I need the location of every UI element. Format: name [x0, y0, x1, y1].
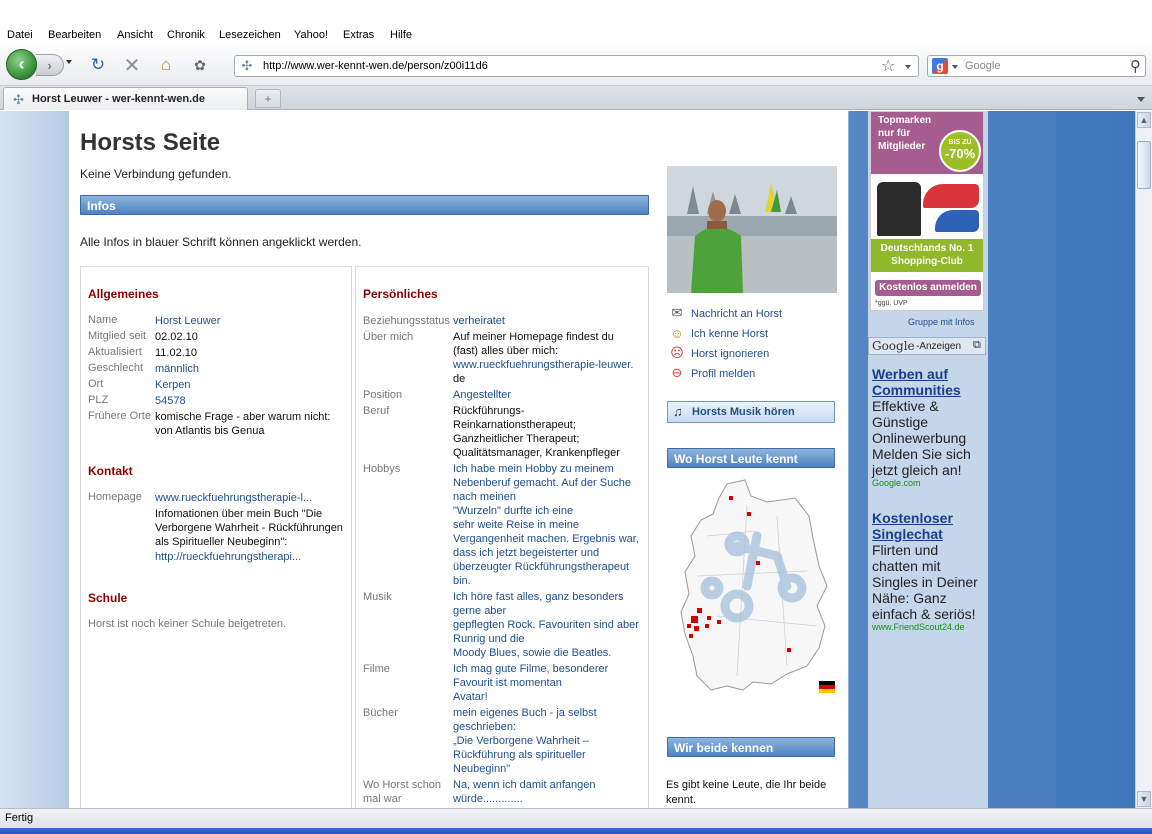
jacket-image	[877, 182, 921, 236]
menu-extras[interactable]: Extras	[343, 29, 375, 41]
badge-percent: -70%	[944, 146, 976, 161]
persoenliches-value-line[interactable]: Avatar!	[453, 691, 488, 703]
updated-label: Aktualisiert	[88, 346, 142, 358]
ad-2-text: chatten mit	[872, 558, 941, 574]
search-engine-icon[interactable]: g	[932, 58, 948, 74]
banner-slogan-line: nur für	[878, 128, 911, 139]
ad-2-text: Singles in Deiner	[872, 574, 978, 590]
member-since-value: 02.02.10	[155, 331, 198, 343]
scroll-up-icon[interactable]: ▲	[1137, 112, 1151, 128]
discount-badge	[939, 130, 981, 172]
web-viewport	[0, 111, 1135, 808]
wir-beide-heading: Wir beide kennen	[667, 737, 835, 757]
ad-1-title-line[interactable]: Werben auf	[872, 366, 948, 382]
os-taskbar	[0, 828, 1152, 834]
former-places-line: komische Frage - aber warum nicht:	[155, 411, 331, 423]
menu-yahoo[interactable]: Yahoo!	[294, 29, 329, 41]
allgemeines-box	[80, 266, 352, 808]
action-ignore[interactable]: Horst ignorieren	[691, 348, 770, 360]
new-tab-button[interactable]: +	[255, 89, 281, 108]
kontakt-title: Kontakt	[88, 464, 133, 478]
persoenliches-value-line[interactable]: Moody Blues, sowie die Beatles.	[453, 647, 612, 659]
google-ads-header	[868, 337, 986, 355]
allgemeines-title: Allgemeines	[88, 287, 159, 301]
ad-1-url[interactable]: Google.com	[872, 478, 921, 488]
persoenliches-label: Bücher	[363, 707, 398, 719]
scroll-down-icon[interactable]: ▼	[1137, 791, 1151, 807]
back-button[interactable]: ‹	[6, 49, 37, 80]
url-bar[interactable]	[234, 55, 919, 77]
title-area	[0, 0, 1152, 28]
tab-active[interactable]	[3, 87, 248, 110]
persoenliches-value-line[interactable]: nach meinen	[453, 491, 516, 503]
badge-prefix: BIS ZU	[948, 139, 972, 146]
history-dropdown-icon[interactable]	[66, 60, 72, 64]
persoenliches-value-line[interactable]: "Wurzeln" durfte ich eine	[453, 505, 574, 517]
persoenliches-value-line[interactable]: bin.	[453, 575, 471, 587]
persoenliches-value-line[interactable]: gerne aber	[453, 605, 507, 617]
ad-2-url[interactable]: www.FriendScout24.de	[872, 622, 965, 632]
shoe-blue-image	[935, 210, 979, 232]
search-engine-dropdown-icon[interactable]	[952, 65, 958, 69]
action-know[interactable]: Ich kenne Horst	[691, 328, 769, 340]
homepage-text: als Spiritueller Neubeginn":	[155, 536, 288, 548]
city-label: Ort	[88, 378, 104, 390]
member-since-label: Mitglied seit	[88, 330, 147, 342]
bookmark-star-icon[interactable]: ☆	[881, 58, 896, 75]
persoenliches-value-line: Rückführungs-	[453, 405, 525, 417]
persoenliches-value-line[interactable]: Ich habe mein Hobby zu meinem	[453, 463, 614, 475]
persoenliches-value-line[interactable]: Neubeginn"	[453, 763, 511, 775]
map-marker	[747, 512, 751, 516]
persoenliches-value-line[interactable]: würde.............	[453, 793, 523, 805]
persoenliches-value-line[interactable]: Ich mag gute Filme, besonderer	[453, 663, 609, 675]
profile-photo-image	[667, 166, 837, 293]
music-button[interactable]	[667, 401, 835, 423]
addon-icon[interactable]: ✿	[194, 56, 206, 73]
persoenliches-title: Persönliches	[363, 287, 438, 301]
homepage-label: Homepage	[88, 491, 142, 503]
persoenliches-value-line[interactable]: Runrig und die	[453, 633, 525, 645]
menu-hilfe[interactable]: Hilfe	[390, 29, 413, 41]
add-friend-icon[interactable]: ☺	[670, 325, 684, 341]
ignore-icon[interactable]: ☹	[670, 345, 684, 360]
vertical-scrollbar[interactable]	[1135, 111, 1152, 808]
tab-list-icon[interactable]	[1134, 92, 1148, 106]
persoenliches-label: Hobbys	[363, 463, 401, 475]
ad-2-title-line[interactable]: Singlechat	[872, 526, 943, 542]
persoenliches-value-line[interactable]: Angestellter	[453, 389, 512, 401]
former-places-label: Frühere Orte	[88, 410, 151, 422]
scroll-thumb[interactable]	[1137, 141, 1151, 189]
profile-page	[69, 111, 849, 808]
wir-beide-text: kennt.	[666, 794, 696, 806]
site-identity-icon[interactable]: ✣	[241, 58, 253, 73]
persoenliches-value-line: Reinkarnationstherapeut;	[453, 419, 576, 431]
music-note-icon: ♫	[673, 404, 683, 419]
info-hint: Alle Infos in blauer Schrift können angeklickt werden.	[80, 235, 362, 249]
name-label: Name	[88, 314, 118, 326]
map-marker	[687, 624, 691, 628]
banner-green-line: Deutschlands No. 1	[880, 243, 974, 254]
persoenliches-value-line[interactable]: Na, wenn ich damit anfangen	[453, 779, 596, 791]
map-marker	[787, 648, 791, 652]
persoenliches-value-line[interactable]: www.rueckfuehrungstherapie-leuwer.	[453, 359, 634, 371]
map-marker	[694, 626, 699, 631]
banner-green	[871, 239, 983, 272]
homepage-text: Verborgene Wahrheit - Rückführungen	[155, 522, 343, 534]
search-icon[interactable]: ⚲	[1130, 58, 1141, 75]
ad-1-title-line[interactable]: Communities	[872, 382, 961, 398]
shoe-red-image	[923, 184, 979, 208]
schule-title: Schule	[88, 591, 128, 605]
search-placeholder[interactable]: Google	[965, 60, 1001, 72]
page-title: Horsts Seite	[80, 129, 221, 156]
former-places-line: von Atlantis bis Genua	[155, 425, 265, 437]
ad-2-text: einfach & seriös!	[872, 606, 976, 622]
banner-green-line: Shopping-Club	[891, 256, 963, 267]
zip-value[interactable]: 54578	[155, 395, 186, 407]
homepage-link-2[interactable]: http://rueckfuehrungstherapi...	[155, 551, 302, 563]
banner-slogan	[878, 114, 931, 153]
persoenliches-value-line: (fast) alles über mich:	[453, 345, 559, 357]
action-message[interactable]: Nachricht an Horst	[691, 308, 783, 320]
tab-favicon-icon: ✣	[13, 92, 24, 107]
wo-horst-heading: Wo Horst Leute kennt	[667, 448, 835, 468]
persoenliches-value-line: Qualitätsmanager, Krankenpfleger	[453, 447, 620, 459]
persoenliches-value-line[interactable]: gepflegten Rock. Favouriten sind aber	[453, 619, 639, 631]
name-value[interactable]: Horst Leuwer	[155, 315, 221, 327]
persoenliches-value-line[interactable]: geschrieben:	[453, 721, 516, 733]
persoenliches-label: Position	[363, 389, 403, 401]
persoenliches-value-line[interactable]: mein eigenes Buch - ja selbst	[453, 707, 597, 719]
gender-value[interactable]: männlich	[155, 363, 200, 375]
map-marker	[689, 634, 693, 638]
status-text: Fertig	[5, 812, 34, 824]
banner-footnote: *ggü. UVP	[875, 300, 908, 307]
report-icon[interactable]: ⊖	[671, 365, 683, 380]
map-marker	[729, 496, 733, 500]
music-button-label[interactable]: Horsts Musik hören	[692, 406, 795, 418]
persoenliches-value-line[interactable]: Favourit ist momentan	[453, 677, 562, 689]
map-marker	[717, 620, 721, 624]
navigation-toolbar	[0, 45, 1152, 86]
connection-status: Keine Verbindung gefunden.	[80, 167, 232, 181]
tab-title[interactable]: Horst Leuwer - wer-kennt-wen.de	[32, 93, 205, 105]
ad-1-text: Effektive &	[872, 398, 939, 414]
wir-beide-text: Es gibt keine Leute, die Ihr beide	[666, 779, 827, 791]
homepage-text: Infomationen über mein Buch "Die	[155, 508, 323, 520]
persoenliches-label: Musik	[363, 591, 392, 603]
menu-datei[interactable]: Datei	[7, 29, 33, 41]
persoenliches-label: Filme	[363, 663, 390, 675]
forward-button[interactable]: ›	[36, 54, 64, 76]
persoenliches-value-line[interactable]: Rückführung als spiritueller	[453, 749, 586, 761]
persoenliches-label: Beruf	[363, 405, 390, 417]
banner-slogan-line: Topmarken	[878, 115, 932, 126]
banner-slogan-line: Mitglieder	[878, 141, 926, 152]
message-icon[interactable]: ✉	[671, 305, 683, 320]
ad-2-text: Nähe: Ganz	[872, 590, 947, 606]
city-value[interactable]: Kerpen	[155, 379, 191, 391]
persoenliches-value-line[interactable]: Vergangenheit machen. Ergebnis war,	[453, 533, 639, 545]
status-bar	[0, 808, 1152, 828]
stop-icon[interactable]: ✕	[123, 54, 141, 77]
gender-label: Geschlecht	[88, 362, 144, 374]
profile-photo[interactable]	[667, 166, 837, 293]
register-button[interactable]: Kostenlos anmelden	[875, 280, 981, 296]
german-flag-icon[interactable]	[819, 681, 835, 693]
persoenliches-value-line[interactable]: überzeugter Rückführungstherapeut	[453, 561, 630, 573]
persoenliches-label: Wo Horst schon mal war	[363, 779, 442, 805]
persoenliches-value-line[interactable]: „Die Verborgene Wahrheit –	[453, 735, 589, 747]
zip-label: PLZ	[88, 394, 109, 406]
ad-column	[868, 111, 988, 808]
map-marker	[691, 616, 698, 623]
updated-value: 11.02.10	[155, 347, 198, 359]
persoenliches-value-line: Ganzheitlicher Therapeut;	[453, 433, 580, 445]
infos-heading: Infos	[80, 195, 649, 215]
menu-bar	[0, 28, 1152, 45]
tab-bar	[0, 86, 1152, 110]
ad-2-text: Flirten und	[872, 542, 939, 558]
ad-1-text: Günstige	[872, 414, 929, 430]
ad-2-title-line[interactable]: Kostenloser	[872, 510, 953, 526]
persoenliches-value-line[interactable]: Nebenberuf gemacht. Auf der Suche	[453, 477, 631, 489]
ad-1-text: jetzt gleich an!	[872, 462, 962, 478]
map-marker	[705, 624, 709, 628]
map-marker	[697, 608, 702, 613]
home-icon[interactable]: ⌂	[160, 55, 172, 74]
menu-bearbeiten[interactable]: Bearbeiten	[48, 29, 102, 41]
persoenliches-box	[355, 266, 649, 808]
persoenliches-value-line: de	[453, 373, 466, 385]
ad-1-text: Melden Sie sich	[872, 446, 971, 462]
reload-icon[interactable]: ↻	[90, 55, 106, 74]
shopping-banner[interactable]	[870, 111, 984, 311]
search-bar[interactable]	[927, 55, 1146, 77]
google-ads	[868, 337, 986, 808]
schule-text: Horst ist noch keiner Schule beigetreten.	[88, 618, 287, 630]
persoenliches-value-line[interactable]: sehr weite Reise in meine	[453, 519, 579, 531]
map-marker	[707, 616, 711, 620]
menu-ansicht[interactable]: Ansicht	[117, 29, 154, 41]
germany-map[interactable]	[667, 476, 839, 701]
external-link-icon[interactable]: ⧉	[973, 339, 981, 351]
google-ads-label: -Anzeigen	[916, 341, 962, 352]
ad-1-text: Onlinewerbung	[872, 430, 967, 446]
action-report[interactable]: Profil melden	[691, 368, 756, 380]
url-dropdown-icon[interactable]	[905, 65, 911, 69]
persoenliches-label: Über mich	[363, 331, 414, 343]
persoenliches-value-line[interactable]: Ich höre fast alles, ganz besonders	[453, 591, 624, 603]
homepage-link[interactable]: www.rueckfuehrungstherapie-l...	[155, 492, 313, 504]
map-marker	[756, 561, 760, 565]
persoenliches-value-line[interactable]: verheiratet	[453, 315, 505, 327]
persoenliches-value-line[interactable]: dass ich jetzt begeisterter und	[453, 547, 600, 559]
persoenliches-label: Beziehungsstatus	[363, 315, 450, 327]
persoenliches-value-line: Auf meiner Homepage findest du	[453, 331, 614, 343]
menu-lesezeichen[interactable]: Lesezeichen	[219, 29, 281, 41]
url-text[interactable]: http://www.wer-kennt-wen.de/person/z00i11d6	[263, 60, 488, 72]
menu-chronik[interactable]: Chronik	[167, 29, 205, 41]
group-info-link[interactable]: Gruppe mit Infos	[908, 317, 975, 327]
google-logo: Google	[872, 339, 915, 353]
